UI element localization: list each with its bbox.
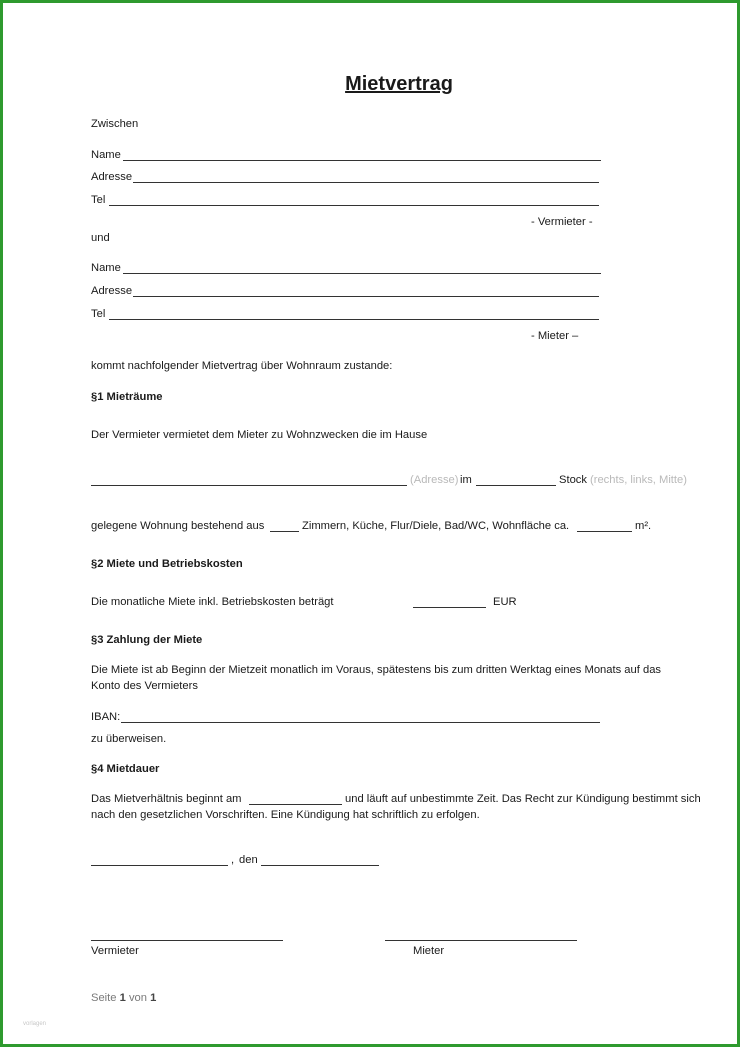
section-4-text-line2: nach den gesetzlichen Vorschriften. Eine Kündigung hat schriftlich zu erfolgen. bbox=[91, 809, 480, 821]
place-date-separator: , bbox=[231, 854, 235, 866]
total-pages: 1 bbox=[150, 992, 157, 1004]
vermieter-name-field[interactable] bbox=[123, 160, 601, 161]
den-label: den bbox=[239, 854, 258, 866]
vermieter-name-label: Name bbox=[91, 149, 121, 161]
vermieter-adresse-label: Adresse bbox=[91, 171, 133, 183]
mieter-tel-label: Tel bbox=[91, 308, 106, 320]
section-4-text-prefix: Das Mietverhältnis beginnt am bbox=[91, 793, 242, 805]
zwischen-label: Zwischen bbox=[91, 118, 139, 130]
unit-label: m². bbox=[635, 520, 652, 532]
vermieter-tel-label: Tel bbox=[91, 194, 106, 206]
section-4-text-suffix: und läuft auf unbestimmte Zeit. Das Recht zur Kündigung bestimmt sich bbox=[345, 793, 701, 805]
section-4-heading: §4 Mietdauer bbox=[91, 763, 160, 775]
im-label: im bbox=[460, 474, 472, 486]
mieter-adresse-label: Adresse bbox=[91, 285, 133, 297]
und-label: und bbox=[91, 232, 110, 244]
miete-amount-field[interactable] bbox=[413, 607, 486, 608]
mieter-role-label: - Mieter – bbox=[531, 330, 579, 342]
section-3-text-line2: Konto des Vermieters bbox=[91, 680, 198, 692]
vermieter-signature-label: Vermieter bbox=[91, 945, 139, 957]
current-page: 1 bbox=[119, 992, 126, 1004]
page-title: Mietvertrag bbox=[345, 73, 453, 95]
zimmer-count-field[interactable] bbox=[270, 531, 299, 532]
vermieter-role-label: - Vermieter - bbox=[531, 216, 593, 228]
wohnung-prefix: gelegene Wohnung bestehend aus bbox=[91, 520, 265, 532]
currency-label: EUR bbox=[493, 596, 517, 608]
seite-label: Seite bbox=[91, 992, 117, 1004]
mieter-adresse-field[interactable] bbox=[133, 296, 599, 297]
vermieter-signature-field[interactable] bbox=[91, 940, 283, 941]
vermieter-adresse-field[interactable] bbox=[133, 182, 599, 183]
section-3-text-line1: Die Miete ist ab Beginn der Mietzeit monatlich im Voraus, spätestens bis zum dritten Werktag eines Monats auf das bbox=[91, 664, 662, 676]
von-label: von bbox=[128, 992, 147, 1004]
mieter-name-label: Name bbox=[91, 262, 121, 274]
ueberweisen-text: zu überweisen. bbox=[91, 733, 167, 745]
mieter-name-field[interactable] bbox=[123, 273, 601, 274]
section-1-text: Der Vermieter vermietet dem Mieter zu Wohnzwecken die im Hause bbox=[91, 429, 428, 441]
section-2-heading: §2 Miete und Betriebskosten bbox=[91, 558, 243, 570]
mieter-signature-field[interactable] bbox=[385, 940, 577, 941]
iban-label: IBAN: bbox=[91, 711, 121, 723]
vermieter-tel-field[interactable] bbox=[109, 205, 599, 206]
stock-hint: (rechts, links, Mitte) bbox=[590, 474, 687, 486]
place-field[interactable] bbox=[91, 865, 228, 866]
mieter-tel-field[interactable] bbox=[109, 319, 599, 320]
wohnung-suffix: Zimmern, Küche, Flur/Diele, Bad/WC, Wohnfläche ca. bbox=[302, 520, 570, 532]
adresse-field[interactable] bbox=[91, 485, 407, 486]
mieter-signature-label: Mieter bbox=[413, 945, 445, 957]
stock-field[interactable] bbox=[476, 485, 556, 486]
section-1-heading: §1 Mieträume bbox=[91, 391, 163, 403]
wohnflaeche-field[interactable] bbox=[577, 531, 632, 532]
iban-field[interactable] bbox=[121, 722, 600, 723]
intro-text: kommt nachfolgender Mietvertrag über Wohnraum zustande: bbox=[91, 360, 393, 372]
watermark-text: vorlagen bbox=[23, 1021, 47, 1027]
adresse-hint: (Adresse) bbox=[410, 474, 459, 486]
date-field[interactable] bbox=[261, 865, 379, 866]
page-number bbox=[91, 992, 156, 1004]
mietbeginn-field[interactable] bbox=[249, 804, 342, 805]
section-3-heading: §3 Zahlung der Miete bbox=[91, 634, 203, 646]
stock-label: Stock bbox=[559, 474, 587, 486]
section-2-text: Die monatliche Miete inkl. Betriebskosten beträgt bbox=[91, 596, 334, 608]
